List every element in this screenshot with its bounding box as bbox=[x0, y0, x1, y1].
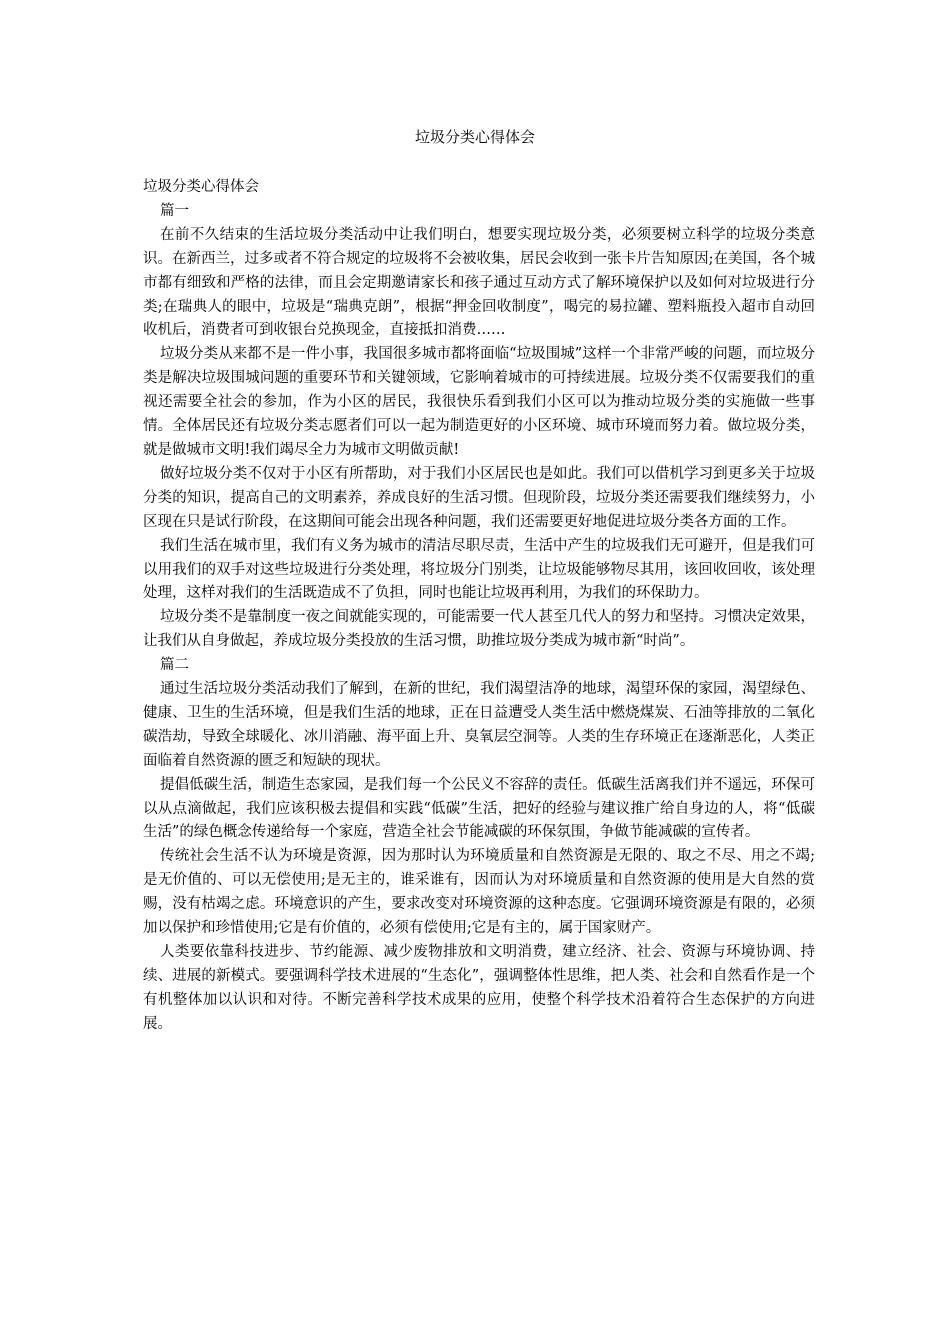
paragraph: 我们生活在城市里，我们有义务为城市的清洁尽职尽责，生活中产生的垃圾我们无可避开，但是我们可以用我们的双手对这些垃圾进行分类处理，将垃圾分门别类，让垃圾能够物尽其用，该回收回收，该处理处理，这样对我们的生活既造成不了负担，同时也能让垃圾再利用，为我们的环保助力。 bbox=[143, 537, 815, 602]
section-label-1: 篇一 bbox=[160, 202, 189, 219]
document-body bbox=[143, 176, 815, 1037]
paragraph: 人类要依靠科技进步、节约能源、减少废物排放和文明消费，建立经济、社会、资源与环境协调、持续、进展的新模式。要强调科学技术进展的“生态化”，强调整体性思维，把人类、社会和自然看作是一个有机整体加以认识和对待。不断完善科学技术成果的应用，使整个科学技术沿着符合生态保护的方向进展。 bbox=[143, 944, 815, 1032]
section-label-2: 篇二 bbox=[160, 657, 189, 674]
paragraph: 提倡低碳生活，制造生态家园，是我们每一个公民义不容辞的责任。低碳生活离我们并不遥远，环保可以从点滴做起，我们应该积极去提倡和实践“低碳”生活，把好的经验与建议推广给自身边的人，将“低碳生活”的绿色概念传递给每一个家庭，营造全社会节能减碳的环保氛围，争做节能减碳的宣传者。 bbox=[143, 776, 815, 841]
paragraph: 垃圾分类从来都不是一件小事，我国很多城市都将面临“垃圾围城”这样一个非常严峻的问题，而垃圾分类是解决垃圾围城问题的重要环节和关键领域，它影响着城市的可持续进展。垃圾分类不仅需要我们的重视还需要全社会的参加，作为小区的居民，我很快乐看到我们小区可以为推动垃圾分类的实施做一些事情。全体居民还有垃圾分类志愿者们可以一起为制造更好的小区环境、城市环境而努力着。做垃圾分类，就是做城市文明!我们竭尽全力为城市文明做贡献! bbox=[143, 346, 815, 458]
document-title: 垃圾分类心得体会 bbox=[414, 128, 535, 146]
paragraph: 做好垃圾分类不仅对于小区有所帮助，对于我们小区居民也是如此。我们可以借机学习到更多关于垃圾分类的知识，提高自己的文明素养，养成良好的生活习惯。但现阶段，垃圾分类还需要我们继续努力，小区现在只是试行阶段，在这期间可能会出现各种问题，我们还需要更好地促进垃圾分类各方面的工作。 bbox=[143, 465, 815, 530]
article-heading: 垃圾分类心得体会 bbox=[143, 179, 259, 195]
paragraph: 在前不久结束的生活垃圾分类活动中让我们明白，想要实现垃圾分类，必须要树立科学的垃圾分类意识。在新西兰，过多或者不符合规定的垃圾将不会被收集，居民会收到一张卡片告知原因;在美国，各个城市都有细致和严格的法律，而且会定期邀请家长和孩子通过互动方式了解环境保护以及如何对垃圾进行分类;在瑞典人的眼中，垃圾是“瑞典克朗”，根据“押金回收制度”，喝完的易拉罐、塑料瓶投入超市自动回收机后，消费者可到收银台兑换现金，直接抵扣消费…… bbox=[143, 226, 815, 339]
paragraph: 通过生活垃圾分类活动我们了解到，在新的世纪，我们渴望洁净的地球，渴望环保的家园，渴望绿色、健康、卫生的生活环境，但是我们生活的地球，正在日益遭受人类生活中燃烧煤炭、石油等排放的二氧化碳浩劫，导致全球暖化、冰川消融、海平面上升、臭氧层空洞等。人类的生存环境正在逐渐恶化，人类正面临着自然资源的匮乏和短缺的现状。 bbox=[143, 681, 815, 769]
paragraph: 垃圾分类不是靠制度一夜之间就能实现的，可能需要一代人甚至几代人的努力和坚持。习惯决定效果，让我们从自身做起，养成垃圾分类投放的生活习惯，助推垃圾分类成为城市新“时尚”。 bbox=[143, 609, 815, 650]
paragraph: 传统社会生活不认为环境是资源，因为那时认为环境质量和自然资源是无限的、取之不尽、用之不竭;是无价值的、可以无偿使用;是无主的，谁采谁有，因而认为对环境质量和自然资源的使用是大自然的赏赐，没有枯竭之虑。环境意识的产生，要求改变对环境资源的这种态度。它强调环境资源是有限的，必须加以保护和珍惜使用;它是有价值的，必须有偿使用;它是有主的，属于国家财产。 bbox=[143, 848, 815, 937]
